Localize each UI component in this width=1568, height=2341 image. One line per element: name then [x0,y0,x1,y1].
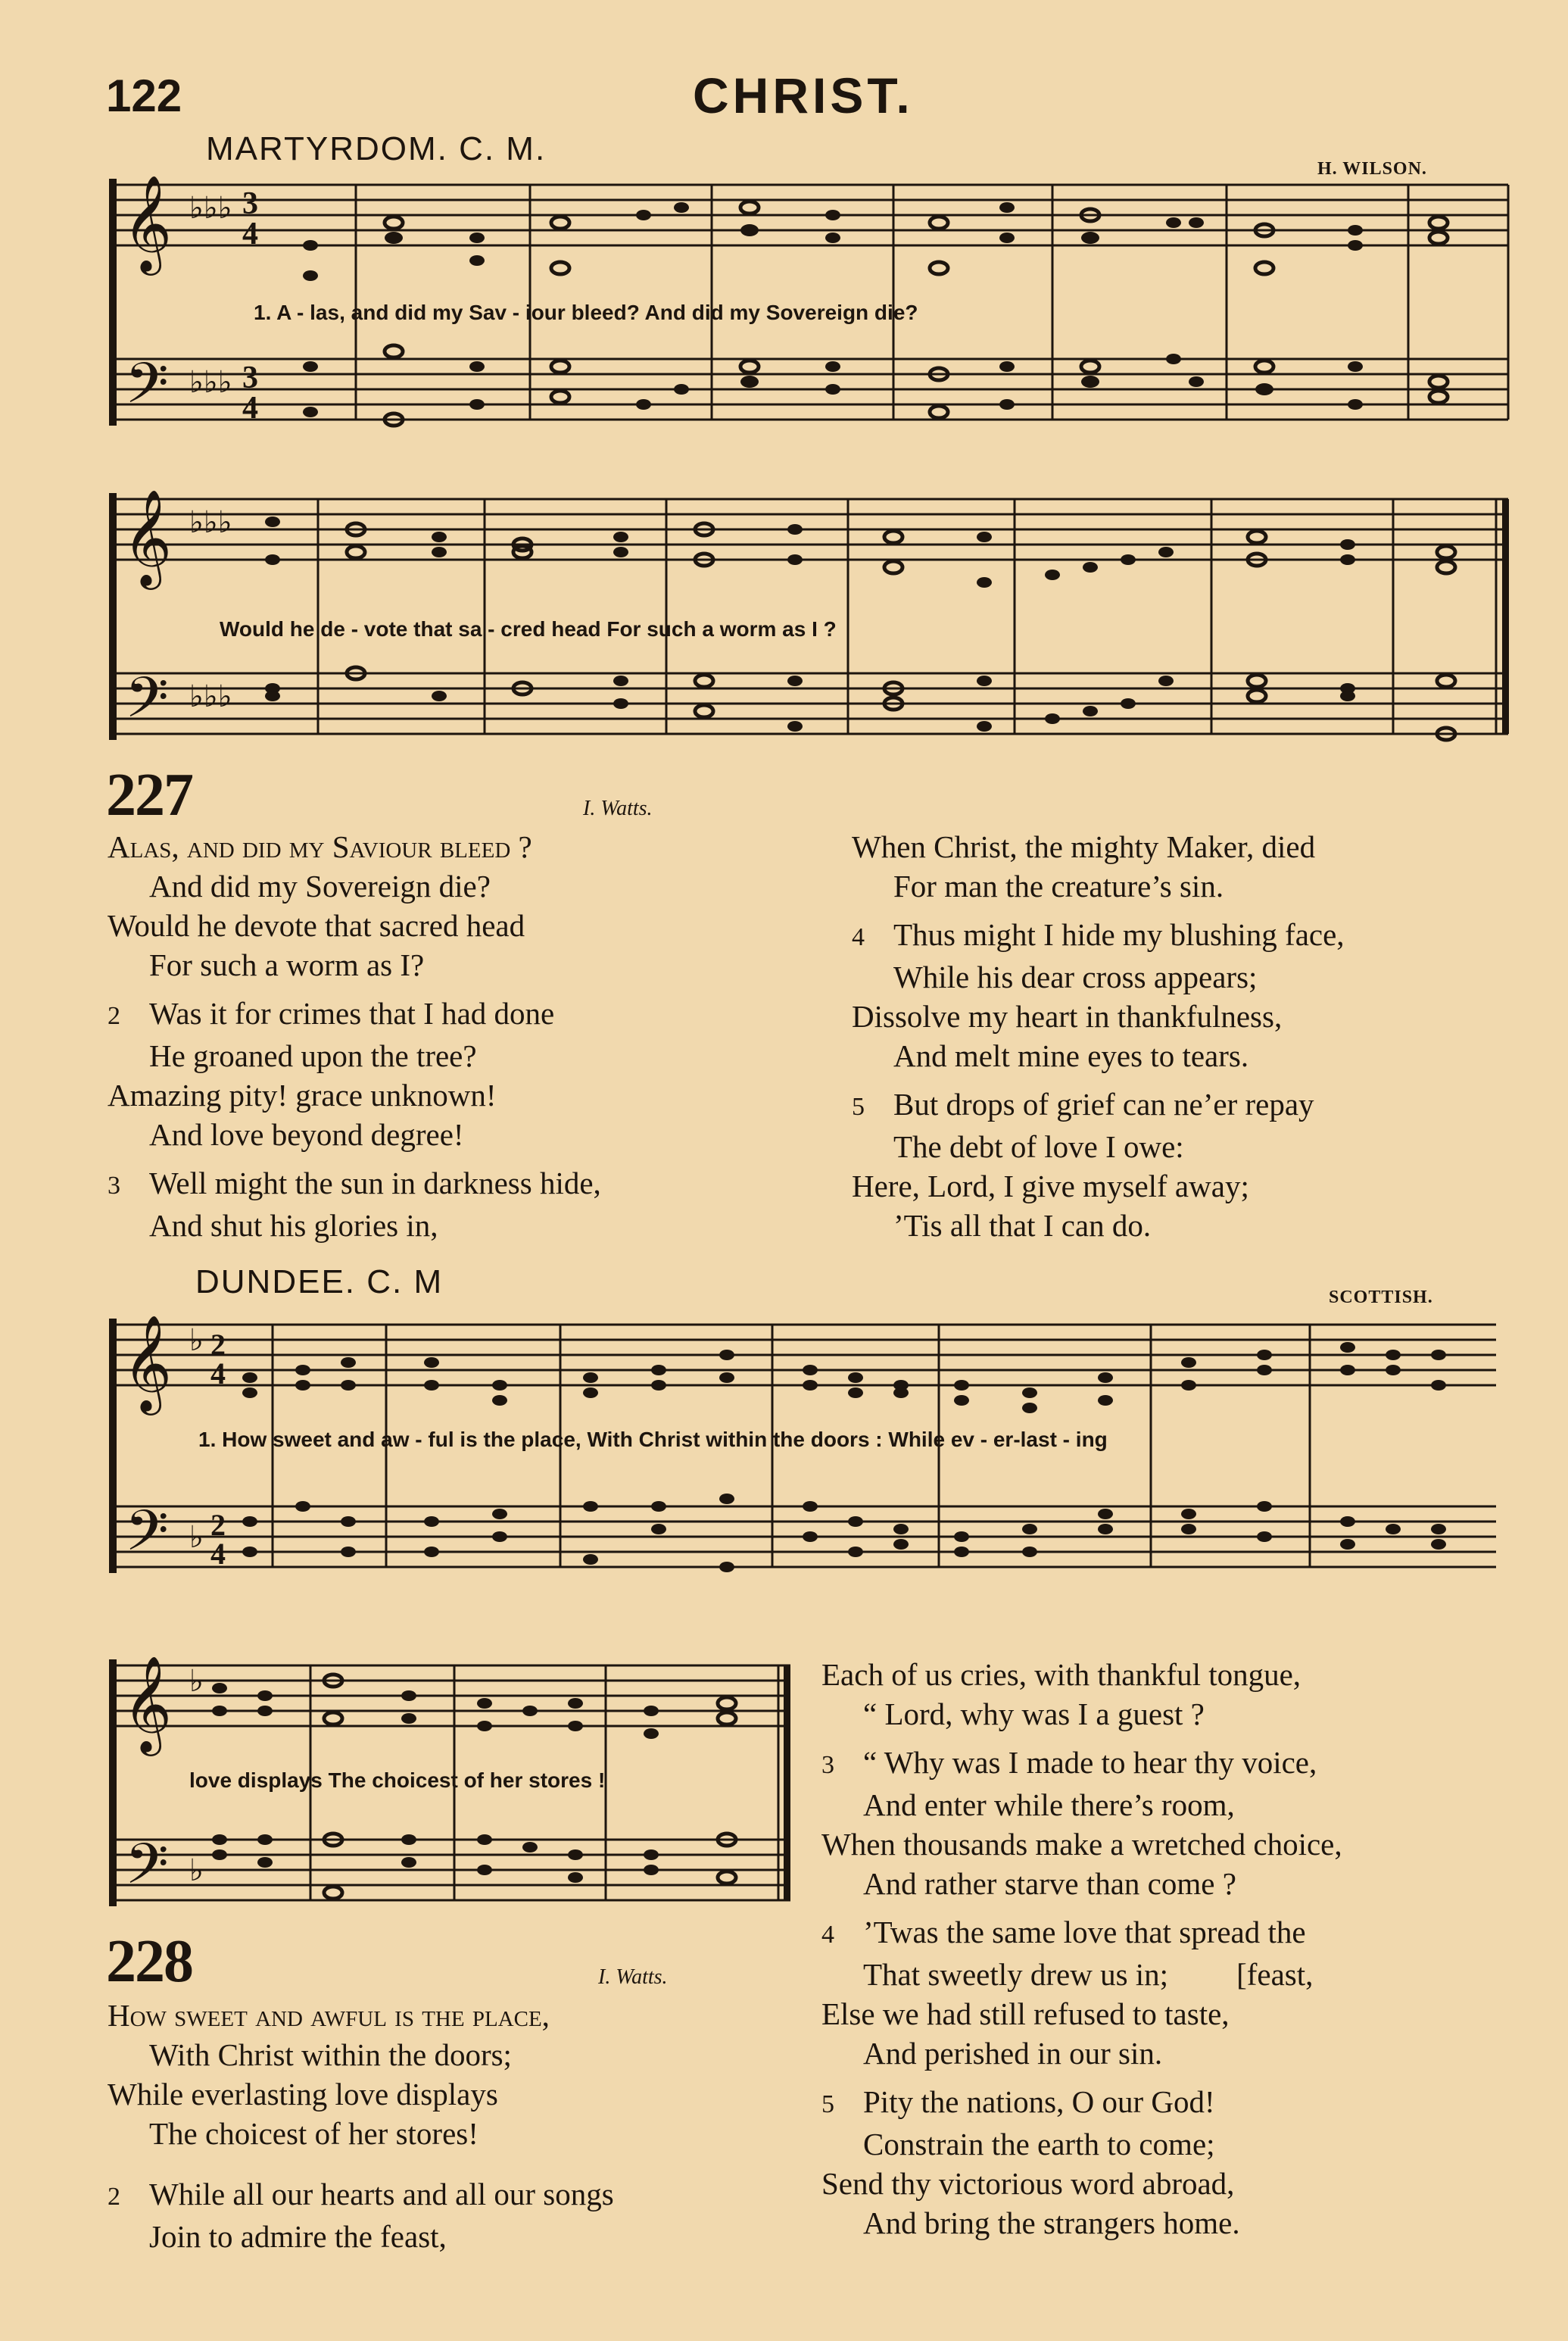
verse-line: For such a worm as I? [149,947,425,982]
verse-number: 3 [108,1172,120,1200]
verse-line: He groaned upon the tree? [149,1038,477,1073]
hymn-227-left-column [108,827,601,1245]
verse-line: Alas, and did my Saviour bleed ? [108,829,532,864]
verse-line: Constrain the earth to come; [863,2127,1215,2162]
verse-number: 5 [852,1093,865,1121]
hymn-number-227: 227 [106,762,192,829]
svg-text:𝄞: 𝄞 [123,174,173,271]
verse-line: Here, Lord, I give myself away; [852,1169,1249,1203]
verse-line: Each of us cries, with thankful tongue, [821,1657,1301,1692]
tune-composer-dundee: SCOTTISH. [1329,1288,1433,1307]
verse-line: Join to admire the feast, [149,2219,447,2254]
verse-line: And rather starve than come ? [863,1866,1236,1901]
verse-line: When Christ, the mighty Maker, died [852,829,1316,864]
page-number: 122 [106,70,182,121]
svg-text:♭♭♭: ♭♭♭ [189,191,232,225]
hymn-number-228: 228 [106,1928,192,1995]
verse-line: With Christ within the doors; [149,2037,512,2072]
verse-line: Was it for crimes that I had done [149,996,555,1031]
verse-line: The choicest of her stores! [149,2116,479,2151]
svg-text:♭: ♭ [189,1664,204,1698]
svg-text:𝄢: 𝄢 [125,351,169,430]
svg-text:♭♭♭: ♭♭♭ [189,365,232,399]
verse-line: Else we had still refused to taste, [821,1996,1230,2031]
verse-line: ’Twas the same love that spread the [863,1915,1306,1949]
svg-text:𝄞: 𝄞 [123,488,173,585]
tune-name-dundee: DUNDEE. C. M [195,1263,444,1300]
svg-text:♭♭♭: ♭♭♭ [189,679,232,713]
verse-line: Would he devote that sacred head [108,908,525,943]
svg-text:𝄢: 𝄢 [125,665,169,744]
verse-line: Well might the sun in darkness hide, [149,1166,601,1200]
svg-text:4: 4 [210,1356,226,1391]
verse-number: 2 [108,1002,120,1030]
svg-text:𝄞: 𝄞 [123,1314,173,1411]
verse-line: And bring the strangers home. [863,2205,1240,2240]
svg-text:2: 2 [210,1328,226,1362]
tune-composer-martyrdom: H. WILSON. [1317,159,1427,179]
svg-text:2: 2 [210,1508,226,1542]
verse-line: And did my Sovereign die? [149,869,491,904]
verse-line: But drops of grief can ne’er repay [893,1087,1314,1122]
verse-line: While his dear cross appears; [893,960,1258,994]
svg-text:𝄢: 𝄢 [125,1498,169,1578]
hymn-227-author: I. Watts. [583,797,653,820]
verse-line: ’Tis all that I can do. [893,1208,1152,1243]
svg-text:3: 3 [242,361,258,395]
verse-number: 2 [108,2183,120,2211]
verse-number: 5 [821,2090,834,2118]
verse-line: And love beyond degree! [149,1117,464,1152]
svg-text:3: 3 [242,186,258,221]
section-title: CHRIST. [693,67,914,123]
verse-line: And shut his glories in, [149,1208,438,1243]
svg-text:♭: ♭ [189,1323,204,1357]
music-system-dundee-1 [106,1306,1522,1609]
verse-line: The debt of love I owe: [893,1129,1184,1164]
verse-line: That sweetly drew us in; [863,1957,1169,1992]
svg-text:4: 4 [210,1537,226,1571]
svg-text:𝄞: 𝄞 [123,1655,173,1752]
lyrics-martyrdom-line-2: Would he de - vote that sa - cred head For such a worm as I ? [220,617,837,641]
verse-line: And perished in our sin. [863,2036,1163,2071]
verse-line: Dissolve my heart in thankfulness, [852,999,1283,1034]
svg-text:♭: ♭ [189,1520,204,1554]
verse-line: For man the creature’s sin. [893,869,1224,904]
hymn-227-right-column [852,827,1345,1245]
verse-number: 3 [821,1751,834,1779]
verse-line-overflow: [feast, [1236,1957,1314,1992]
verse-line: And enter while there’s room, [863,1787,1235,1822]
verse-line: When thousands make a wretched choice, [821,1827,1342,1862]
verse-number: 4 [852,923,865,951]
tune-name-martyrdom: MARTYRDOM. C. M. [206,130,547,167]
hymn-228-right-column [821,1655,1342,2243]
verse-line: “ Why was I made to hear thy voice, [863,1745,1317,1780]
verse-number: 4 [821,1921,834,1949]
svg-text:4: 4 [242,217,258,251]
hymn-228-author: I. Watts. [598,1965,668,1989]
svg-text:♭: ♭ [189,1853,204,1887]
verse-line: “ Lord, why was I a guest ? [863,1696,1205,1731]
verse-line: And melt mine eyes to tears. [893,1038,1249,1073]
verse-line: While all our hearts and all our songs [149,2177,614,2211]
svg-text:𝄢: 𝄢 [125,1831,169,1911]
verse-line: Send thy victorious word abroad, [821,2166,1235,2201]
svg-text:4: 4 [242,391,258,426]
verse-line: While everlasting love displays [108,2077,498,2112]
lyrics-dundee-line-2: love displays The choicest of her stores ! [189,1768,606,1792]
lyrics-martyrdom-line-1: 1. A - las, and did my Sav - iour bleed? And did my Sovereign die? [254,301,918,324]
hymn-228-left-column [108,1996,614,2256]
svg-text:♭♭♭: ♭♭♭ [189,505,232,539]
verse-line [821,1955,1342,1994]
verse-line: Pity the nations, O our God! [863,2084,1215,2119]
verse-line: Amazing pity! grace unknown! [108,1078,497,1113]
verse-line: Thus might I hide my blushing face, [893,917,1345,952]
verse-line: How sweet and awful is the place, [108,1998,550,2033]
lyrics-dundee-line-1: 1. How sweet and aw - ful is the place, With Christ within the doors : While ev - er-last - ing [198,1428,1108,1451]
